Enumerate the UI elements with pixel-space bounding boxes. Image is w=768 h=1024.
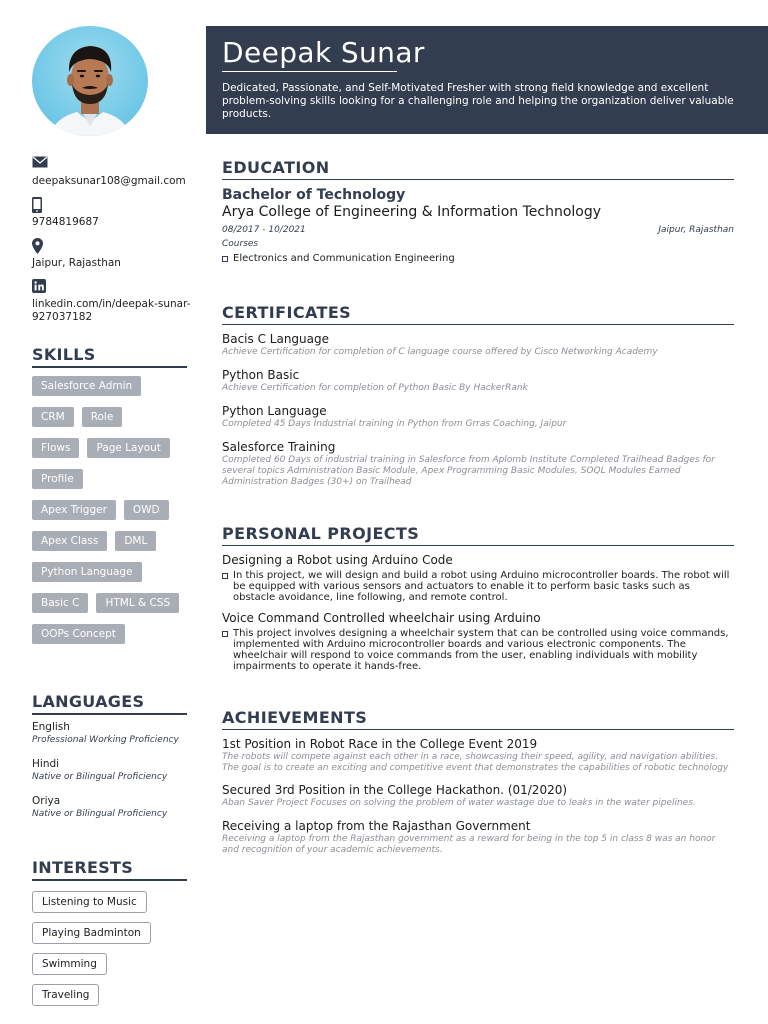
skill-chip: CRM <box>32 407 74 427</box>
achievement-desc: The robots will compete against each other in a race, showcasing their speed, agility, and navigation abilities. The goal is to create an exciting and competitive event that demonstrates the capabilities of robotic technology <box>222 752 729 773</box>
skill-chip: Flows <box>32 438 79 458</box>
project-title: Voice Command Controlled wheelchair using Arduino <box>222 611 541 625</box>
certificate-desc: Achieve Certification for completion of C language course offered by Cisco Networking Academy <box>222 347 658 357</box>
certificate-title: Salesforce Training <box>222 440 336 454</box>
certificate-title: Python Language <box>222 404 327 418</box>
education-title: EDUCATION <box>222 158 734 180</box>
skill-chip: Apex Class <box>32 531 107 551</box>
education-dates: 08/2017 - 10/2021 <box>222 225 306 235</box>
skill-chip: Salesforce Admin <box>32 376 141 396</box>
education-entry <box>222 187 734 264</box>
project-title: Designing a Robot using Arduino Code <box>222 553 453 567</box>
achievement-item <box>222 819 734 856</box>
skill-chip: Apex Trigger <box>32 500 116 520</box>
interest-chip: Traveling <box>32 984 99 1006</box>
name-underline <box>222 71 397 72</box>
map-pin-icon <box>32 238 192 254</box>
certificate-desc: Achieve Certification for completion of Python Basic By HackerRank <box>222 383 528 393</box>
achievement-desc: Aban Saver Project Focuses on solving the problem of water wastage due to leaks in the water pipelines. <box>222 798 696 808</box>
certificates-title: CERTIFICATES <box>222 303 734 325</box>
project-item <box>222 611 734 672</box>
location-text: Jaipur, Rajasthan <box>32 257 121 269</box>
education-meta <box>222 223 734 237</box>
certificate-title: Python Basic <box>222 368 300 382</box>
avatar <box>32 26 148 136</box>
interests-list <box>32 890 192 1014</box>
interest-chip: Swimming <box>32 953 107 975</box>
language-name: Oriya <box>32 795 61 807</box>
education-location: Jaipur, Rajasthan <box>658 225 734 235</box>
interests-title: INTERESTS <box>32 858 187 881</box>
phone-text: 9784819687 <box>32 216 99 228</box>
project-desc: This project involves designing a wheelchair system that can be controlled using voice commands, implemented with Arduino microcontroller boards and various electronic components. The wheelchair will respond to voice commands from the user, enabling individuals with mobility impairments to operate it hands-free. <box>222 628 734 672</box>
certificate-item <box>222 440 734 488</box>
interest-chip: Playing Badminton <box>32 922 151 944</box>
certificate-desc: Completed 60 Days of industrial training in Salesforce from Aplomb Institute Completed Trailhead Badges for several topics Administration Basic Module, Apex Programming Basic Modules, SOQL Modules Earned Administration Badges (30+) on Trailhead <box>222 455 715 487</box>
certificate-title: Bacis C Language <box>222 332 329 346</box>
interest-chip: Listening to Music <box>32 891 147 913</box>
certificate-item <box>222 368 734 394</box>
contact-phone <box>32 197 192 229</box>
skill-chip: Page Layout <box>87 438 169 458</box>
certificate-item <box>222 332 734 358</box>
languages-title: LANGUAGES <box>32 692 187 715</box>
skill-chip: Python Language <box>32 562 142 582</box>
skill-chip: Basic C <box>32 593 88 613</box>
language-level: Professional Working Proficiency <box>32 735 179 745</box>
language-item <box>32 721 197 746</box>
achievement-desc: Receiving a laptop from the Rajasthan government as a reward for being in the top 5 in class 8 was an honor and recognition of your academic achievements. <box>222 834 716 855</box>
skill-chip: Role <box>82 407 123 427</box>
candidate-name: Deepak Sunar <box>222 36 425 69</box>
degree: Bachelor of Technology <box>222 187 406 203</box>
skill-chip: DML <box>115 531 156 551</box>
achievement-item <box>222 737 734 774</box>
linkedin-text[interactable]: linkedin.com/in/deepak-sunar-927037182 <box>32 298 191 323</box>
skills-list <box>32 376 192 655</box>
skill-chip: OWD <box>124 500 169 520</box>
achievement-title: Receiving a laptop from the Rajasthan Government <box>222 819 531 833</box>
email-text[interactable]: deepaksunar108@gmail.com <box>32 175 186 187</box>
projects-title: PERSONAL PROJECTS <box>222 524 734 546</box>
achievement-title: 1st Position in Robot Race in the College Event 2019 <box>222 737 538 751</box>
certificate-desc: Completed 45 Days Industrial training in Python from Grras Coaching, Jaipur <box>222 419 567 429</box>
certificate-item <box>222 404 734 430</box>
contact-location <box>32 238 192 270</box>
phone-icon <box>32 197 192 213</box>
header-banner <box>206 26 768 134</box>
profile-photo <box>32 26 148 136</box>
skills-title: SKILLS <box>32 345 187 368</box>
achievements-title: ACHIEVEMENTS <box>222 708 734 730</box>
project-desc: In this project, we will design and build a robot using Arduino microcontroller boards. The robot will be equipped with various sensors and actuators to enable it to perform basic tasks such as obstacle avoidance, line following, and remote control. <box>222 570 734 603</box>
skill-chip: Profile <box>32 469 83 489</box>
language-level: Native or Bilingual Proficiency <box>32 809 168 819</box>
course-item: Electronics and Communication Engineering <box>222 253 734 264</box>
language-item <box>32 758 197 783</box>
language-name: English <box>32 721 70 733</box>
achievement-title: Secured 3rd Position in the College Hackathon. (01/2020) <box>222 783 568 797</box>
school-name: Arya College of Engineering & Information Technology <box>222 204 602 220</box>
skill-chip: HTML & CSS <box>96 593 179 613</box>
envelope-icon <box>32 156 192 172</box>
left-column <box>0 0 206 1024</box>
language-item <box>32 795 197 820</box>
contact-email <box>32 156 192 188</box>
achievement-item <box>222 783 734 809</box>
courses-label: Courses <box>222 239 259 249</box>
language-level: Native or Bilingual Proficiency <box>32 772 168 782</box>
contact-linkedin <box>32 279 192 324</box>
language-name: Hindi <box>32 758 60 770</box>
linkedin-icon <box>32 279 192 295</box>
skill-chip: OOPs Concept <box>32 624 125 644</box>
summary-text: Dedicated, Passionate, and Self-Motivated Fresher with strong field knowledge and excellent problem-solving skills looking for a challenging role and helping the organization deliver valuable products. <box>222 82 734 120</box>
project-item <box>222 553 734 603</box>
